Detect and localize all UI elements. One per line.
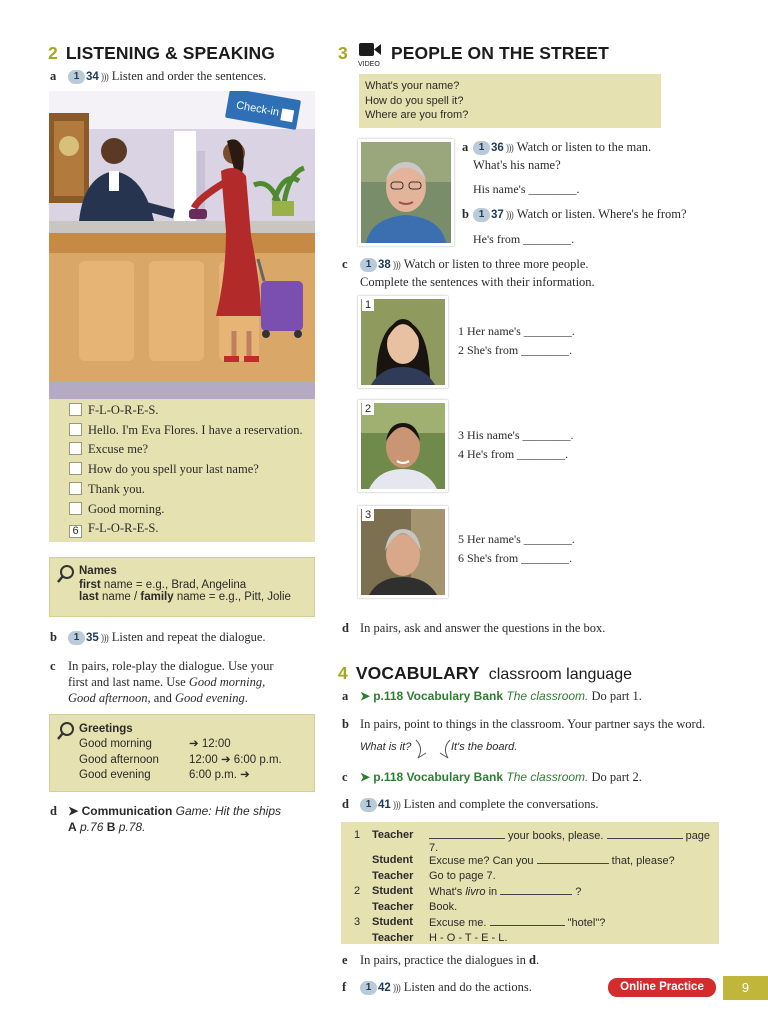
exercise-3d: d In pairs, ask and answer the questions in the box. — [342, 621, 606, 635]
table-row: 2 Student What's livro in ? — [354, 885, 582, 898]
answer-blank[interactable] — [607, 829, 683, 839]
conversations-table — [354, 829, 719, 947]
list-item: Thank you. — [69, 480, 315, 500]
video-icon: VIDEO — [358, 42, 384, 66]
vocab-bank-link[interactable]: p.118 Vocabulary Bank — [373, 689, 504, 703]
table-row: Teacher Go to page 7. — [372, 869, 496, 882]
online-practice-button[interactable]: Online Practice — [608, 978, 716, 997]
order-box-7[interactable]: 6 — [69, 525, 82, 538]
order-box-4[interactable] — [69, 462, 82, 475]
audio-icon: ))) — [392, 800, 400, 811]
list-item: 6 F-L-O-R-E-S. — [69, 519, 315, 539]
exercise-3b: b 1 37 ))) Watch or listen. Where's he from? He's from ________. — [462, 207, 687, 246]
list-item: Excuse me? — [69, 440, 315, 460]
audio-icon: ))) — [392, 260, 400, 271]
answer-blank[interactable] — [490, 916, 565, 926]
section-2-heading: 2 LISTENING & SPEAKING — [48, 43, 275, 63]
section-3-heading: 3 — [338, 43, 348, 63]
table-row: 1 Teacher your books, please. page 7. — [354, 829, 711, 854]
person-3-photo: 3 — [358, 506, 448, 598]
order-box-5[interactable] — [69, 482, 82, 495]
person-1-sentences: 1 Her name's ________. 2 She's from ________. — [458, 324, 575, 357]
exercise-4b: b In pairs, point to things in the classroom. Your partner says the word. — [342, 717, 706, 731]
order-box-2[interactable] — [69, 423, 82, 436]
answer-blank[interactable] — [500, 885, 572, 895]
greetings-note-box: Greetings Good morning ➔ 12:00 Good afternoon 12:00 ➔ 6:00 p.m. Good evening 6:00 p.m. ➔ — [49, 714, 315, 792]
order-box-3[interactable] — [69, 442, 82, 455]
exercise-4d: d 1 41 ))) Listen and complete the conversations. — [342, 797, 599, 811]
audio-icon: ))) — [505, 210, 513, 221]
reception-illustration — [49, 91, 315, 400]
vocab-bank-link[interactable]: p.118 Vocabulary Bank — [373, 770, 504, 784]
exercise-4a: a ➤ p.118 Vocabulary Bank The classroom. Do part 1. — [342, 689, 642, 703]
speech-bubble-icon — [414, 738, 454, 764]
list-item: Hello. I'm Eva Flores. I have a reservation. — [69, 421, 315, 441]
person-1-photo: 1 — [358, 296, 448, 388]
exercise-2d: d ➤ Communication Game: Hit the ships A p.76 B p.78. — [50, 804, 281, 834]
arrow-icon: ➤ — [360, 770, 371, 784]
exercise-4f: f 1 42 ))) Listen and do the actions. — [342, 980, 532, 994]
exercise-2a: a 1 34 ))) Listen and order the sentences. — [50, 69, 267, 83]
order-box-6[interactable] — [69, 502, 82, 515]
table-row: 3 Student Excuse me. "hotel"? — [354, 916, 606, 929]
sentence-order-box — [49, 399, 315, 542]
table-row: Student Excuse me? Can you that, please? — [372, 854, 675, 867]
exercise-4e: e In pairs, practice the dialogues in d. — [342, 953, 540, 967]
svg-text:Check-in: Check-in — [235, 99, 281, 119]
questions-box: What's your name? How do you spell it? Where are you from? — [359, 74, 661, 128]
person-3-sentences: 5 Her name's ________. 6 She's from ________. — [458, 532, 575, 565]
answer-blank[interactable] — [537, 854, 609, 864]
man-photo — [358, 139, 454, 246]
person-2-photo: 2 — [358, 400, 448, 492]
speech-bubbles: What is it? It's the board. — [360, 738, 540, 764]
magnifier-icon — [56, 564, 76, 584]
order-box-1[interactable] — [69, 403, 82, 416]
exercise-2b: b 1 35 ))) Listen and repeat the dialogue. — [50, 630, 266, 644]
exercise-2c: c In pairs, role-play the dialogue. Use your first and last name. Use Good morning, Good afternoon, and Good evening. — [50, 659, 274, 705]
audio-icon: ))) — [505, 143, 513, 154]
section-4-heading: 4 VOCABULARY classroom language — [338, 663, 632, 683]
exercise-4c: c ➤ p.118 Vocabulary Bank The classroom. Do part 2. — [342, 770, 642, 784]
list-item: How do you spell your last name? — [69, 460, 315, 480]
arrow-icon: ➤ — [68, 804, 79, 818]
track-disc-badge[interactable]: 1 — [68, 70, 85, 84]
check-in-scene-image — [49, 91, 315, 400]
names-note-box: Names first name = e.g., Brad, Angelina last name / family name = e.g., Pitt, Jolie — [49, 557, 315, 617]
person-2-sentences: 3 His name's ________. 4 He's from ________. — [458, 428, 574, 461]
page-number: 9 — [723, 976, 768, 1000]
audio-icon: ))) — [100, 633, 108, 644]
table-row: Teacher Book. — [372, 900, 458, 913]
audio-icon: ))) — [100, 72, 108, 83]
magnifier-icon — [56, 721, 76, 741]
table-row: Teacher H - O - T - E - L. — [372, 931, 508, 944]
exercise-3a: a 1 36 ))) Watch or listen to the man. What's his name? His name's ________. — [462, 140, 652, 196]
list-item: Good morning. — [69, 500, 315, 520]
exercise-3c: c 1 38 ))) Watch or listen to three more people. Complete the sentences with their information. — [342, 257, 595, 289]
list-item: F-L-O-R-E-S. — [69, 401, 315, 421]
answer-blank[interactable] — [429, 829, 505, 839]
section-3-title: PEOPLE ON THE STREET — [391, 43, 609, 63]
arrow-icon: ➤ — [360, 689, 371, 703]
audio-icon: ))) — [392, 983, 400, 994]
conversations-box — [341, 822, 719, 944]
